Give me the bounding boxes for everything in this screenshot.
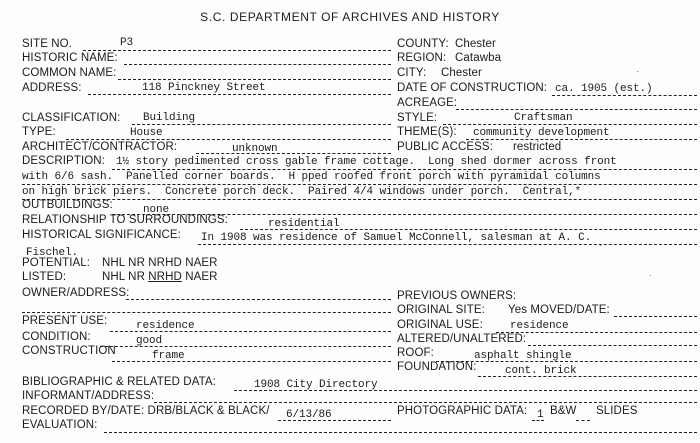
city-label: CITY: [397,67,427,79]
informant-line [154,402,697,403]
description-rule-2 [22,184,697,185]
common-name-label: COMMON NAME: [22,67,117,79]
photo-label: PHOTOGRAPHIC DATA: [397,405,528,417]
paper-speck [637,71,638,72]
foundation-line [478,376,697,377]
recorded-label: RECORDED BY/DATE: DRB/BLACK & BLACK/ [22,405,270,417]
theme-line [466,139,697,140]
owner-label: OWNER/ADDRESS: [22,287,130,299]
condition-line [100,346,391,347]
description-line-2: with 6/6 sash. Panelled corner boards. H pped roofed front porch with pyramidal columns [22,171,601,183]
style-line [443,124,697,125]
recorded-line [278,420,391,421]
classification-line [132,124,391,125]
historic-name-line [124,64,391,65]
paper-speck [650,275,651,276]
date-line [552,95,697,96]
listed-label: LISTED: [22,271,67,283]
architect-line [196,153,391,154]
condition-label: CONDITION: [22,331,91,343]
listed-options: NHL NR NRHD NAER [102,271,218,283]
type-value: House [130,127,163,139]
style-value: Craftsman [514,112,573,124]
evaluation-label: EVALUATION: [22,419,98,431]
altered-line [528,345,697,346]
description-label: DESCRIPTION: [22,155,105,167]
site-no-value: P3 [120,37,134,49]
public-access-label: PUBLIC ACCESS: [397,141,493,153]
photo-count-line [532,420,544,421]
biblio-label: BIBLIOGRAPHIC & RELATED DATA: [22,376,216,388]
acreage-line [456,109,697,110]
significance-label: HISTORICAL SIGNIFICANCE: [22,229,181,241]
theme-value: community development [473,127,610,139]
informant-label: INFORMANT/ADDRESS: [22,390,155,402]
site-no-label: SITE NO. [22,38,73,50]
outbuildings-label: OUTBUILDINGS: [22,199,113,211]
photo-count: 1 [537,409,544,421]
city-value: Chester [441,67,482,79]
address-line [88,94,391,95]
classification-value: Building [143,112,196,124]
form-title: S.C. DEPARTMENT OF ARCHIVES AND HISTORY [200,10,500,24]
photo-bw-line [576,420,590,421]
photo-bw: B&W [550,405,577,417]
foundation-label: FOUNDATION: [397,361,477,373]
classification-label: CLASSIFICATION: [22,112,121,124]
potential-options: NHL NR NRHD NAER [102,257,218,269]
architect-label: ARCHITECT/CONTRACTOR: [22,141,178,153]
altered-label: ALTERED/UNALTERED: [397,333,527,345]
roof-value: asphalt shingle [474,350,572,362]
significance-rule-1 [198,244,697,245]
style-label: STYLE: [397,112,438,124]
relationship-line [240,229,697,230]
date-value: ca. 1905 (est.) [555,83,653,95]
construction-label: CONSTRUCTION [22,345,116,357]
county-value: Chester [455,38,496,50]
present-use-value: residence [136,320,195,332]
biblio-value: 1908 City Directory [254,379,378,391]
condition-value: good [136,335,163,347]
address-value: 118 Pinckney Street [142,82,266,94]
type-line [66,139,391,140]
roof-label: ROOF: [397,347,434,359]
construction-line [112,361,391,362]
relationship-value: residential [268,218,340,230]
biblio-line [234,390,697,391]
description-line-1: 1½ story pedimented cross gable frame cottage. Long shed dormer across front [116,156,617,168]
original-use-value: residence [510,320,569,332]
public-access-value: restricted [513,141,562,153]
date-label: DATE OF CONSTRUCTION: [397,82,548,94]
original-site-label: ORIGINAL SITE: [397,304,485,316]
region-label: REGION: [397,52,447,64]
site-no-line [83,50,391,51]
paper-speck [600,245,601,246]
address-label: ADDRESS: [22,82,82,94]
present-use-label: PRESENT USE: [22,315,108,327]
region-value: Catawba [455,52,502,64]
description-line-3: on high brick piers. Concrete porch deck. Paired 4/4 windows under porch. Central,* [22,186,582,198]
significance-line-1: In 1908 was residence of Samuel McConnell, salesman at A. C. [201,232,592,244]
architect-value: unknown [232,143,278,155]
description-rule-1 [112,169,697,170]
recorded-date: 6/13/86 [286,409,332,421]
construction-value: frame [152,350,185,362]
moved-date-line [614,316,697,317]
description-rule-3 [22,199,697,200]
theme-label: THEME(S): [397,126,457,138]
significance-line-2: Fischel. [26,247,79,259]
potential-label: POTENTIAL: [22,257,91,269]
common-name-line [118,79,391,80]
relationship-label: RELATIONSHIP TO SURROUNDINGS: [22,214,228,226]
historic-name-label: HISTORIC NAME: [22,52,118,64]
original-site-value: Yes MOVED/DATE: [508,304,610,316]
type-label: TYPE: [22,126,56,138]
owner-line-2 [22,312,391,313]
foundation-value: cont. brick [505,365,577,377]
owner-line-1 [126,299,391,300]
previous-owners-label: PREVIOUS OWNERS: [397,290,517,302]
acreage-label: ACREAGE: [397,97,458,109]
photo-slides: SLIDES [596,405,638,417]
outbuildings-value: none [143,204,170,216]
original-use-label: ORIGINAL USE: [397,319,483,331]
county-label: COUNTY: [397,38,449,50]
evaluation-line [104,432,697,433]
present-use-line [110,331,391,332]
